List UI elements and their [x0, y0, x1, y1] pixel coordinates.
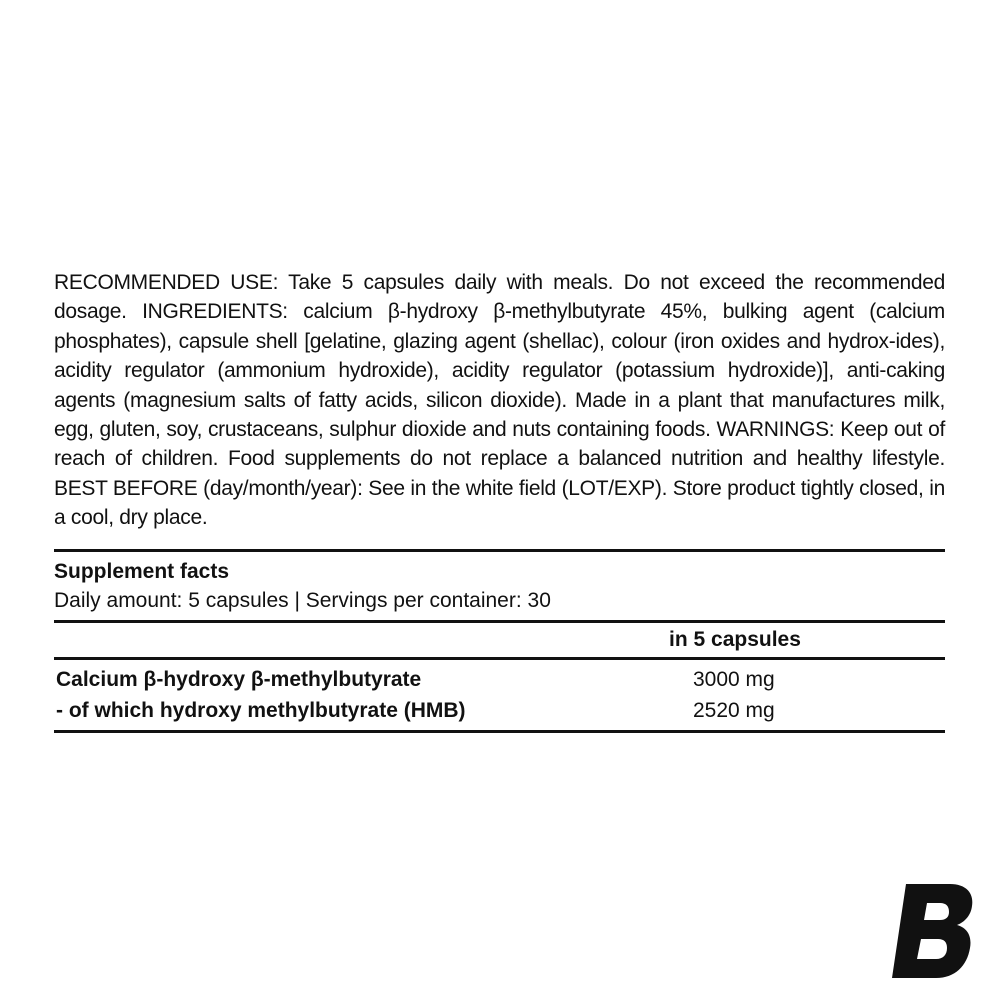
- facts-title: Supplement facts: [54, 560, 230, 583]
- label-description: RECOMMENDED USE: Take 5 capsules daily with meals. Do not exceed the recommended dosage. INGREDIENTS: calcium β-hydroxy β-methylbutyrate 45%, bulking agent (calcium phosphates), capsule shell [gelatine, glazing agent (shellac), colour (iron oxides and hydrox-ides), acidity regulator (ammonium hydroxide), acidity regulator (potassium hydroxide)], anti-caking agents (magnesium salts of fatty acids, silicon dioxide). Made in a plant that manufactures milk, egg, gluten, soy, crustaceans, sulphur dioxide and nuts containing foods. WARNINGS: Keep out of reach of children. Food supplements do not replace a balanced nutrition and healthy lifestyle. BEST BEFORE (day/month/year): See in the white field (LOT/EXP). Store product tightly closed, in a cool, dry place.: [54, 271, 945, 530]
- facts-row: [54, 664, 945, 695]
- facts-row-name: - of which hydroxy methylbutyrate (HMB): [56, 699, 466, 722]
- brand-logo-icon: [892, 884, 976, 978]
- facts-header-row: [54, 623, 945, 657]
- facts-subtitle: Daily amount: 5 capsules | Servings per container: 30: [54, 589, 551, 612]
- facts-row: [54, 695, 945, 726]
- facts-row-amount: 2520 mg: [693, 699, 775, 722]
- supplement-facts-table: [54, 549, 945, 733]
- facts-rows: [54, 660, 945, 730]
- facts-bottom-rule: [54, 730, 945, 733]
- facts-row-amount: 3000 mg: [693, 668, 775, 691]
- facts-top-rule: [54, 549, 945, 552]
- facts-row-name: Calcium β-hydroxy β-methylbutyrate: [56, 668, 422, 691]
- facts-column-header: in 5 capsules: [669, 628, 801, 651]
